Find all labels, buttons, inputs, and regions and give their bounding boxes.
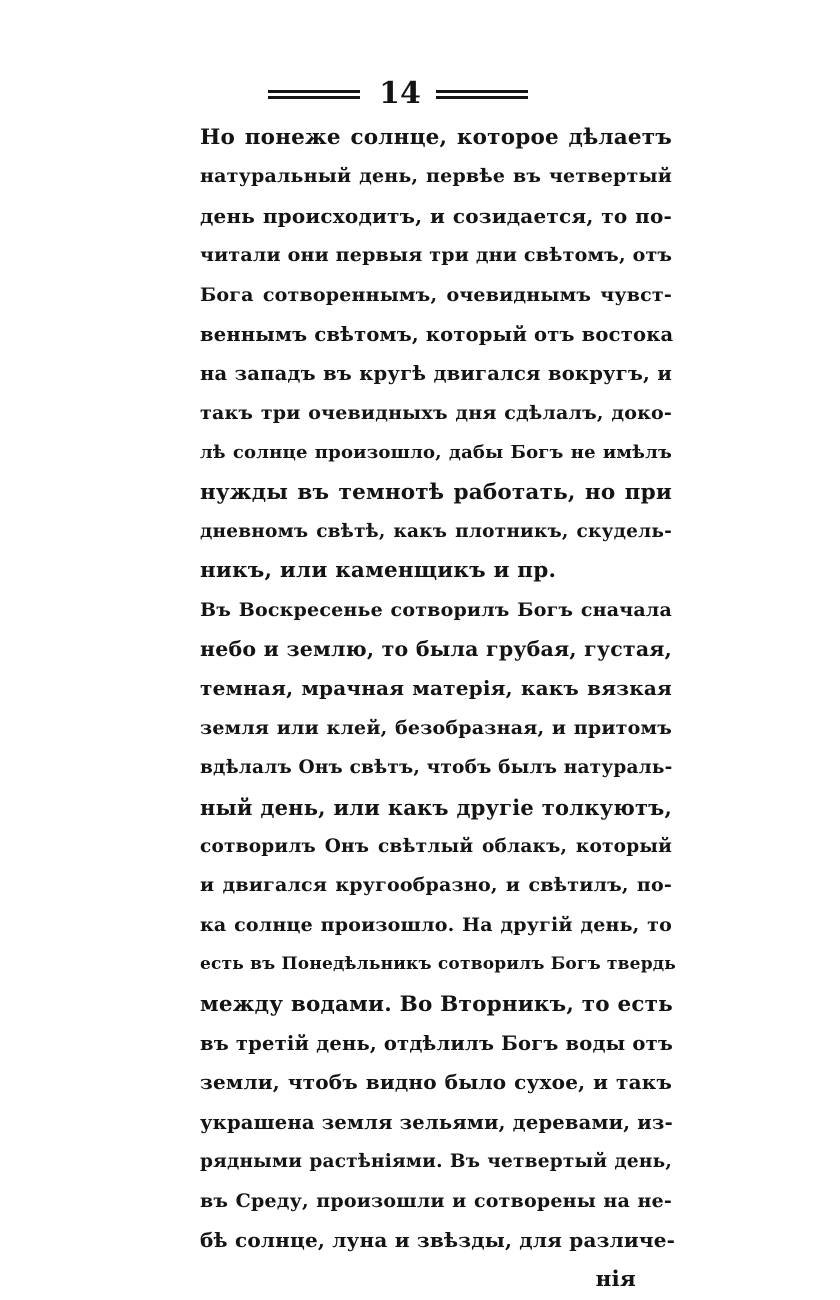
text-line: лѣ солнце произошло, дабы Богъ не имѣлъ	[200, 442, 672, 464]
catchword: нія	[595, 1267, 636, 1293]
text-line: вдѣлалъ Онъ свѣтъ, чтобъ былъ натураль-	[200, 757, 673, 779]
rule-line	[268, 96, 360, 99]
text-line: есть въ Понедѣльникъ сотворилъ Богъ твердь	[200, 954, 677, 975]
text-line: нужды въ темнотѣ работать, но при	[200, 479, 672, 505]
page-number: 14	[379, 76, 421, 111]
text-line: такъ три очевидныхъ дня сдѣлалъ, доко-	[200, 401, 672, 424]
text-line: небо и землю, то была грубая, густая,	[200, 637, 672, 662]
text-line: и двигался кругообразно, и свѣтилъ, по-	[200, 874, 672, 897]
text-line: земли, чтобъ видно было сухое, и такъ	[200, 1070, 672, 1095]
text-line: ка солнце произошло. На другій день, то	[200, 913, 672, 936]
text-line: въ Среду, произошли и сотворены на не-	[200, 1189, 672, 1212]
text-line: рядными растѣніями. Въ четвертый день,	[200, 1151, 672, 1173]
text-line: день происходитъ, и созидается, то по-	[200, 203, 672, 228]
text-line: ный день, или какъ другіе толкуютъ,	[200, 794, 672, 820]
text-line: дневномъ свѣтѣ, какъ плотникъ, скудель-	[200, 520, 672, 542]
header-rule-right	[436, 90, 528, 100]
rule-line	[268, 90, 360, 93]
text-line: на западъ въ кругѣ двигался вокругъ, и	[200, 362, 672, 386]
body-text	[200, 118, 677, 1300]
header-rule-left	[268, 90, 360, 100]
text-line: темная, мрачная матерія, какъ вязкая	[200, 676, 672, 701]
text-line: Бога сотвореннымъ, очевиднымъ чувст-	[200, 283, 672, 306]
text-line: сотворилъ Онъ свѣтлый облакъ, который	[200, 836, 672, 858]
text-line: украшена земля зельями, деревами, из-	[200, 1110, 673, 1134]
text-line: въ третій день, отдѣлилъ Богъ воды отъ	[200, 1031, 674, 1055]
text-line: земля или клей, безобразная, и притомъ	[200, 716, 672, 739]
text-line: натуральный день, первѣе въ четвертый	[200, 165, 672, 188]
page-header	[0, 76, 840, 120]
text-line: никъ, или каменщикъ и пр.	[200, 558, 557, 584]
text-line: читали они первыя три дни свѣтомъ, отъ	[200, 244, 673, 267]
text-line: Но понеже солнце, которое дѣлаетъ	[200, 125, 672, 150]
text-line: бѣ солнце, луна и звѣзды, для различе-	[200, 1227, 676, 1252]
text-line: между водами. Во Вторникъ, то есть	[200, 991, 673, 1017]
text-line: Въ Воскресенье сотворилъ Богъ сначала	[200, 598, 672, 621]
text-line: веннымъ свѣтомъ, который отъ востока	[200, 322, 674, 346]
rule-line	[436, 90, 528, 93]
rule-line	[436, 96, 528, 99]
